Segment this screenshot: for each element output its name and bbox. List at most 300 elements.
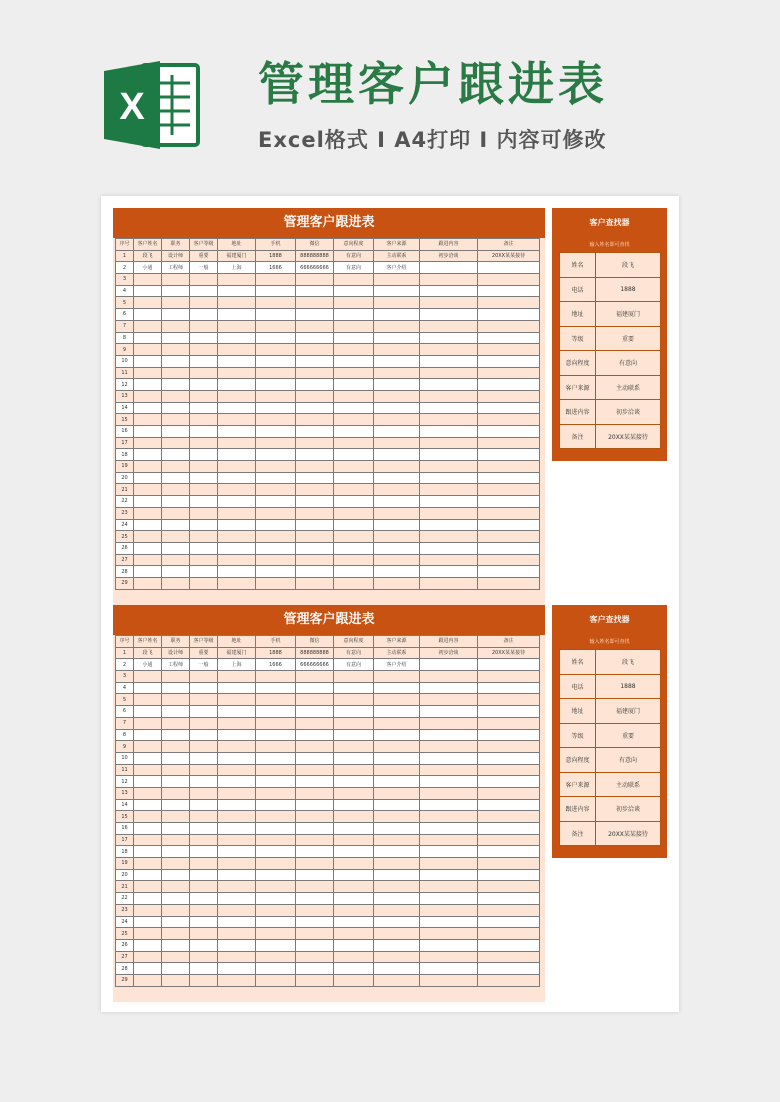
table-cell[interactable]	[296, 881, 334, 893]
table-cell[interactable]	[190, 694, 218, 706]
table-cell[interactable]	[256, 752, 296, 764]
table-cell[interactable]	[420, 764, 478, 776]
table-cell[interactable]	[334, 869, 374, 881]
table-cell[interactable]	[134, 402, 162, 414]
table-cell[interactable]	[218, 367, 256, 379]
table-cell[interactable]	[334, 928, 374, 940]
table-cell[interactable]	[420, 262, 478, 274]
table-cell[interactable]	[218, 379, 256, 391]
row-number[interactable]: 8	[116, 332, 134, 344]
table-cell[interactable]	[296, 566, 334, 578]
table-cell[interactable]	[162, 320, 190, 332]
table-cell[interactable]	[190, 717, 218, 729]
table-cell[interactable]	[256, 706, 296, 718]
table-cell[interactable]	[134, 274, 162, 286]
table-cell[interactable]	[420, 916, 478, 928]
table-cell[interactable]	[218, 507, 256, 519]
table-cell[interactable]	[218, 951, 256, 963]
table-cell[interactable]: 有意向	[334, 647, 374, 659]
table-cell[interactable]	[374, 531, 420, 543]
table-cell[interactable]	[218, 309, 256, 321]
table-cell[interactable]	[162, 285, 190, 297]
table-cell[interactable]	[374, 390, 420, 402]
table-cell[interactable]: 工程师	[162, 262, 190, 274]
table-cell[interactable]	[334, 344, 374, 356]
table-cell[interactable]	[478, 344, 540, 356]
table-cell[interactable]: 主动联系	[374, 647, 420, 659]
table-cell[interactable]	[374, 682, 420, 694]
table-cell[interactable]	[334, 297, 374, 309]
table-cell[interactable]	[374, 355, 420, 367]
table-cell[interactable]	[334, 694, 374, 706]
table-cell[interactable]	[374, 916, 420, 928]
table-cell[interactable]	[256, 449, 296, 461]
table-cell[interactable]: 福建厦门	[218, 647, 256, 659]
table-cell[interactable]	[334, 787, 374, 799]
table-cell[interactable]	[420, 309, 478, 321]
table-cell[interactable]	[134, 963, 162, 975]
table-cell[interactable]	[218, 811, 256, 823]
table-cell[interactable]	[190, 309, 218, 321]
table-cell[interactable]	[334, 893, 374, 905]
table-cell[interactable]	[134, 764, 162, 776]
table-cell[interactable]	[478, 449, 540, 461]
table-cell[interactable]	[134, 904, 162, 916]
table-cell[interactable]	[374, 320, 420, 332]
table-cell[interactable]	[296, 858, 334, 870]
table-cell[interactable]	[374, 881, 420, 893]
row-number[interactable]: 5	[116, 297, 134, 309]
table-cell[interactable]	[190, 496, 218, 508]
table-cell[interactable]	[162, 811, 190, 823]
table-cell[interactable]: 888888888	[296, 647, 334, 659]
table-cell[interactable]	[374, 787, 420, 799]
table-cell[interactable]	[256, 904, 296, 916]
table-cell[interactable]	[374, 285, 420, 297]
table-cell[interactable]	[190, 787, 218, 799]
table-cell[interactable]: 1666	[256, 659, 296, 671]
row-number[interactable]: 13	[116, 390, 134, 402]
table-cell[interactable]	[218, 542, 256, 554]
table-cell[interactable]	[334, 881, 374, 893]
table-cell[interactable]	[134, 484, 162, 496]
table-cell[interactable]	[134, 437, 162, 449]
table-cell[interactable]: 福建厦门	[218, 250, 256, 262]
table-cell[interactable]	[134, 379, 162, 391]
table-cell[interactable]: 有意向	[334, 659, 374, 671]
table-cell[interactable]: 20XX某某接待	[478, 250, 540, 262]
table-cell[interactable]	[478, 787, 540, 799]
finder-value[interactable]: 初步洽谈	[596, 400, 661, 425]
table-cell[interactable]	[218, 344, 256, 356]
table-cell[interactable]	[190, 402, 218, 414]
table-cell[interactable]	[218, 426, 256, 438]
table-cell[interactable]	[162, 823, 190, 835]
row-number[interactable]: 21	[116, 484, 134, 496]
table-cell[interactable]	[256, 834, 296, 846]
table-cell[interactable]	[162, 706, 190, 718]
table-cell[interactable]	[296, 297, 334, 309]
table-cell[interactable]	[134, 881, 162, 893]
table-cell[interactable]	[420, 379, 478, 391]
row-number[interactable]: 12	[116, 379, 134, 391]
table-cell[interactable]	[334, 846, 374, 858]
table-cell[interactable]	[218, 531, 256, 543]
table-cell[interactable]	[334, 461, 374, 473]
table-cell[interactable]	[256, 694, 296, 706]
row-number[interactable]: 12	[116, 776, 134, 788]
table-cell[interactable]	[374, 332, 420, 344]
row-number[interactable]: 17	[116, 834, 134, 846]
table-cell[interactable]: 工程师	[162, 659, 190, 671]
table-cell[interactable]	[134, 671, 162, 683]
table-cell[interactable]	[478, 904, 540, 916]
table-cell[interactable]	[256, 355, 296, 367]
table-cell[interactable]	[296, 729, 334, 741]
table-cell[interactable]	[374, 297, 420, 309]
table-cell[interactable]	[478, 531, 540, 543]
table-cell[interactable]	[256, 297, 296, 309]
table-cell[interactable]	[296, 285, 334, 297]
table-cell[interactable]	[296, 496, 334, 508]
table-cell[interactable]	[334, 834, 374, 846]
table-cell[interactable]	[218, 799, 256, 811]
table-cell[interactable]	[162, 402, 190, 414]
table-cell[interactable]	[162, 858, 190, 870]
table-cell[interactable]	[478, 484, 540, 496]
table-cell[interactable]	[218, 858, 256, 870]
table-cell[interactable]	[190, 904, 218, 916]
table-cell[interactable]	[190, 414, 218, 426]
table-cell[interactable]	[256, 414, 296, 426]
table-cell[interactable]	[334, 274, 374, 286]
table-cell[interactable]	[218, 928, 256, 940]
table-cell[interactable]	[334, 355, 374, 367]
table-cell[interactable]	[134, 858, 162, 870]
table-cell[interactable]	[478, 799, 540, 811]
table-cell[interactable]	[134, 367, 162, 379]
table-cell[interactable]	[374, 893, 420, 905]
table-cell[interactable]	[296, 426, 334, 438]
row-number[interactable]: 14	[116, 402, 134, 414]
finder-value[interactable]: 主动联系	[596, 772, 661, 797]
table-cell[interactable]	[334, 904, 374, 916]
table-cell[interactable]	[374, 379, 420, 391]
table-cell[interactable]	[162, 881, 190, 893]
table-cell[interactable]	[218, 437, 256, 449]
table-cell[interactable]	[218, 893, 256, 905]
table-cell[interactable]	[134, 694, 162, 706]
table-cell[interactable]	[374, 858, 420, 870]
table-cell[interactable]	[190, 344, 218, 356]
table-cell[interactable]	[420, 682, 478, 694]
table-cell[interactable]	[162, 355, 190, 367]
table-cell[interactable]	[296, 437, 334, 449]
table-cell[interactable]	[374, 566, 420, 578]
table-cell[interactable]	[134, 776, 162, 788]
table-cell[interactable]	[420, 776, 478, 788]
table-cell[interactable]	[478, 402, 540, 414]
row-number[interactable]: 6	[116, 706, 134, 718]
table-cell[interactable]	[478, 577, 540, 589]
table-cell[interactable]	[420, 659, 478, 671]
table-cell[interactable]	[218, 519, 256, 531]
table-cell[interactable]	[256, 916, 296, 928]
table-cell[interactable]	[134, 869, 162, 881]
table-cell[interactable]	[256, 893, 296, 905]
table-cell[interactable]	[256, 566, 296, 578]
table-cell[interactable]	[478, 367, 540, 379]
table-cell[interactable]	[256, 928, 296, 940]
table-cell[interactable]	[256, 309, 296, 321]
row-number[interactable]: 27	[116, 554, 134, 566]
table-cell[interactable]: 客户介绍	[374, 262, 420, 274]
table-cell[interactable]	[478, 928, 540, 940]
row-number[interactable]: 28	[116, 963, 134, 975]
table-cell[interactable]	[190, 566, 218, 578]
table-cell[interactable]	[190, 858, 218, 870]
finder-value[interactable]: 1888	[596, 277, 661, 302]
table-cell[interactable]	[420, 285, 478, 297]
table-cell[interactable]: 重要	[190, 647, 218, 659]
table-cell[interactable]	[162, 566, 190, 578]
row-number[interactable]: 20	[116, 869, 134, 881]
row-number[interactable]: 21	[116, 881, 134, 893]
table-cell[interactable]	[190, 472, 218, 484]
table-cell[interactable]	[134, 355, 162, 367]
table-cell[interactable]	[190, 577, 218, 589]
table-cell[interactable]	[374, 437, 420, 449]
table-cell[interactable]	[218, 484, 256, 496]
table-cell[interactable]	[256, 390, 296, 402]
table-cell[interactable]	[134, 834, 162, 846]
table-cell[interactable]	[478, 355, 540, 367]
table-cell[interactable]: 1666	[256, 262, 296, 274]
table-cell[interactable]	[162, 554, 190, 566]
table-cell[interactable]	[256, 729, 296, 741]
row-number[interactable]: 19	[116, 858, 134, 870]
table-cell[interactable]	[162, 309, 190, 321]
table-cell[interactable]	[134, 472, 162, 484]
table-cell[interactable]	[218, 846, 256, 858]
table-cell[interactable]	[334, 496, 374, 508]
row-number[interactable]: 8	[116, 729, 134, 741]
table-cell[interactable]	[296, 811, 334, 823]
table-cell[interactable]	[374, 367, 420, 379]
row-number[interactable]: 6	[116, 309, 134, 321]
table-cell[interactable]	[296, 963, 334, 975]
row-number[interactable]: 19	[116, 461, 134, 473]
table-cell[interactable]	[296, 531, 334, 543]
table-cell[interactable]	[190, 554, 218, 566]
table-cell[interactable]	[256, 671, 296, 683]
table-cell[interactable]	[162, 426, 190, 438]
table-cell[interactable]	[420, 869, 478, 881]
table-cell[interactable]	[218, 274, 256, 286]
table-cell[interactable]	[190, 869, 218, 881]
finder-value[interactable]: 20XX某某接待	[596, 424, 661, 449]
table-cell[interactable]	[218, 554, 256, 566]
table-cell[interactable]	[478, 461, 540, 473]
table-cell[interactable]	[190, 939, 218, 951]
table-cell[interactable]	[256, 402, 296, 414]
table-cell[interactable]	[218, 717, 256, 729]
row-number[interactable]: 24	[116, 519, 134, 531]
table-cell[interactable]	[420, 858, 478, 870]
table-cell[interactable]	[420, 402, 478, 414]
table-cell[interactable]	[420, 834, 478, 846]
table-cell[interactable]	[296, 834, 334, 846]
table-cell[interactable]	[420, 367, 478, 379]
row-number[interactable]: 22	[116, 496, 134, 508]
table-cell[interactable]	[256, 881, 296, 893]
table-cell[interactable]	[218, 869, 256, 881]
table-cell[interactable]	[296, 706, 334, 718]
table-cell[interactable]	[134, 893, 162, 905]
table-cell[interactable]	[190, 752, 218, 764]
table-cell[interactable]	[420, 577, 478, 589]
table-cell[interactable]	[162, 694, 190, 706]
row-number[interactable]: 9	[116, 344, 134, 356]
table-cell[interactable]	[134, 823, 162, 835]
table-cell[interactable]	[256, 717, 296, 729]
table-cell[interactable]: 有意向	[334, 262, 374, 274]
table-cell[interactable]	[374, 519, 420, 531]
table-cell[interactable]: 一般	[190, 659, 218, 671]
table-cell[interactable]: 1888	[256, 647, 296, 659]
table-cell[interactable]	[190, 799, 218, 811]
row-number[interactable]: 18	[116, 449, 134, 461]
table-cell[interactable]	[190, 893, 218, 905]
table-cell[interactable]	[296, 390, 334, 402]
table-cell[interactable]	[190, 729, 218, 741]
table-cell[interactable]	[134, 939, 162, 951]
table-cell[interactable]	[162, 904, 190, 916]
table-cell[interactable]	[190, 367, 218, 379]
table-cell[interactable]	[334, 951, 374, 963]
table-cell[interactable]	[334, 390, 374, 402]
table-cell[interactable]	[374, 542, 420, 554]
table-cell[interactable]	[218, 881, 256, 893]
table-cell[interactable]	[420, 741, 478, 753]
table-cell[interactable]	[334, 519, 374, 531]
table-cell[interactable]	[334, 367, 374, 379]
table-cell[interactable]	[420, 671, 478, 683]
table-cell[interactable]: 初步洽谈	[420, 647, 478, 659]
table-cell[interactable]	[334, 414, 374, 426]
table-cell[interactable]	[420, 694, 478, 706]
table-cell[interactable]	[374, 461, 420, 473]
table-cell[interactable]	[162, 834, 190, 846]
table-cell[interactable]	[296, 869, 334, 881]
table-cell[interactable]	[256, 963, 296, 975]
table-cell[interactable]	[190, 916, 218, 928]
table-cell[interactable]	[374, 344, 420, 356]
table-cell[interactable]	[478, 858, 540, 870]
table-cell[interactable]	[162, 893, 190, 905]
finder-value[interactable]: 主动联系	[596, 375, 661, 400]
table-cell[interactable]	[218, 332, 256, 344]
row-number[interactable]: 18	[116, 846, 134, 858]
table-cell[interactable]	[296, 379, 334, 391]
table-cell[interactable]	[134, 344, 162, 356]
table-cell[interactable]	[334, 309, 374, 321]
row-number[interactable]: 20	[116, 472, 134, 484]
table-cell[interactable]	[134, 729, 162, 741]
table-cell[interactable]: 666666666	[296, 262, 334, 274]
table-cell[interactable]	[334, 776, 374, 788]
row-number[interactable]: 10	[116, 355, 134, 367]
finder-value[interactable]: 段飞	[596, 253, 661, 278]
table-cell[interactable]	[218, 834, 256, 846]
table-cell[interactable]	[296, 461, 334, 473]
table-cell[interactable]: 主动联系	[374, 250, 420, 262]
row-number[interactable]: 25	[116, 531, 134, 543]
table-cell[interactable]	[420, 542, 478, 554]
table-cell[interactable]	[478, 764, 540, 776]
table-cell[interactable]	[296, 916, 334, 928]
table-cell[interactable]	[256, 764, 296, 776]
table-cell[interactable]	[134, 519, 162, 531]
table-cell[interactable]	[134, 974, 162, 986]
table-cell[interactable]	[134, 916, 162, 928]
table-cell[interactable]	[420, 928, 478, 940]
table-cell[interactable]	[334, 706, 374, 718]
table-cell[interactable]	[334, 379, 374, 391]
table-cell[interactable]	[374, 577, 420, 589]
table-cell[interactable]	[218, 402, 256, 414]
table-cell[interactable]	[134, 449, 162, 461]
table-cell[interactable]	[162, 531, 190, 543]
table-cell[interactable]	[162, 297, 190, 309]
table-cell[interactable]: 重要	[190, 250, 218, 262]
table-cell[interactable]	[374, 928, 420, 940]
table-cell[interactable]	[218, 297, 256, 309]
table-cell[interactable]	[218, 577, 256, 589]
table-cell[interactable]	[162, 764, 190, 776]
table-cell[interactable]	[334, 799, 374, 811]
table-cell[interactable]	[218, 706, 256, 718]
table-cell[interactable]	[478, 309, 540, 321]
table-cell[interactable]	[374, 426, 420, 438]
finder-value[interactable]: 有意向	[596, 748, 661, 773]
row-number[interactable]: 23	[116, 904, 134, 916]
table-cell[interactable]	[218, 285, 256, 297]
finder-value[interactable]: 20XX某某接待	[596, 821, 661, 846]
table-cell[interactable]	[334, 974, 374, 986]
table-cell[interactable]	[334, 916, 374, 928]
table-cell[interactable]	[218, 682, 256, 694]
table-cell[interactable]	[190, 974, 218, 986]
table-cell[interactable]	[478, 706, 540, 718]
table-cell[interactable]	[190, 285, 218, 297]
table-cell[interactable]	[334, 764, 374, 776]
table-cell[interactable]	[256, 776, 296, 788]
row-number[interactable]: 17	[116, 437, 134, 449]
table-cell[interactable]	[256, 858, 296, 870]
table-cell[interactable]	[420, 881, 478, 893]
table-cell[interactable]	[134, 414, 162, 426]
table-cell[interactable]	[420, 519, 478, 531]
table-cell[interactable]	[162, 332, 190, 344]
table-cell[interactable]	[256, 682, 296, 694]
table-cell[interactable]	[478, 776, 540, 788]
row-number[interactable]: 1	[116, 647, 134, 659]
row-number[interactable]: 7	[116, 320, 134, 332]
table-cell[interactable]	[162, 542, 190, 554]
row-number[interactable]: 11	[116, 764, 134, 776]
table-cell[interactable]	[296, 682, 334, 694]
